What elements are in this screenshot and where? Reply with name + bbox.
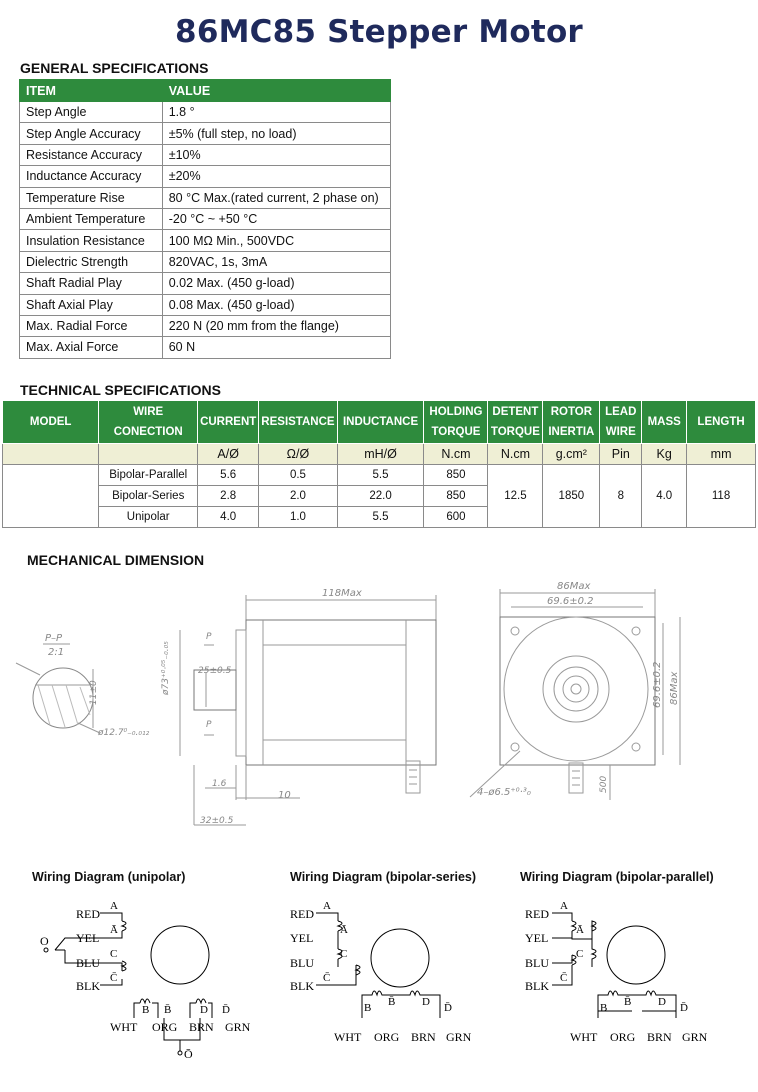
svg-text:WHT: WHT bbox=[334, 1030, 362, 1044]
wiring-diagram-bipolar-parallel bbox=[525, 900, 708, 1044]
svg-text:C: C bbox=[576, 948, 584, 960]
spec-value: 100 MΩ Min., 500VDC bbox=[162, 230, 390, 251]
general-spec-row bbox=[20, 337, 391, 358]
holding-torque: 850 bbox=[424, 465, 488, 486]
spec-item: Insulation Resistance bbox=[20, 230, 163, 251]
th-wire-connection: WIRE CONECTION bbox=[99, 401, 198, 444]
spec-item: Max. Radial Force bbox=[20, 315, 163, 336]
general-spec-row bbox=[20, 251, 391, 272]
side-view bbox=[161, 588, 436, 826]
spec-value: ±10% bbox=[162, 144, 390, 165]
mechanical-drawing bbox=[0, 575, 758, 835]
wiring-title-unipolar: Wiring Diagram (unipolar) bbox=[32, 870, 186, 884]
spec-value: 60 N bbox=[162, 337, 390, 358]
svg-text:ORG: ORG bbox=[152, 1020, 178, 1034]
th-inductance: INDUCTANCE bbox=[337, 401, 424, 444]
svg-text:D̄: D̄ bbox=[222, 1004, 230, 1016]
svg-text:118Max: 118Max bbox=[322, 588, 362, 599]
svg-text:10: 10 bbox=[278, 790, 291, 801]
th-resistance: RESISTANCE bbox=[259, 401, 337, 444]
spec-item: Dielectric Strength bbox=[20, 251, 163, 272]
length: 118 bbox=[687, 465, 756, 528]
svg-text:86Max: 86Max bbox=[669, 671, 680, 705]
spec-value: 220 N (20 mm from the flange) bbox=[162, 315, 390, 336]
spec-item: Temperature Rise bbox=[20, 187, 163, 208]
svg-text:BLU: BLU bbox=[525, 956, 549, 970]
spec-value: 0.08 Max. (450 g-load) bbox=[162, 294, 390, 315]
svg-text:B̄: B̄ bbox=[624, 996, 632, 1008]
th-rotor-inertia: ROTOR INERTIA bbox=[543, 401, 600, 444]
svg-text:BRN: BRN bbox=[189, 1020, 214, 1034]
general-spec-row bbox=[20, 102, 391, 123]
svg-text:BLU: BLU bbox=[76, 956, 100, 970]
general-spec-row bbox=[20, 208, 391, 229]
svg-text:D̄: D̄ bbox=[444, 1002, 452, 1014]
spec-value: 820VAC, 1s, 3mA bbox=[162, 251, 390, 272]
svg-text:A: A bbox=[110, 900, 118, 912]
general-spec-row bbox=[20, 315, 391, 336]
svg-text:32±0.5: 32±0.5 bbox=[200, 816, 234, 826]
spec-item: Shaft Radial Play bbox=[20, 273, 163, 294]
col-header-value: VALUE bbox=[162, 80, 390, 102]
spec-value: ±20% bbox=[162, 166, 390, 187]
svg-text:RED: RED bbox=[525, 907, 549, 921]
svg-text:RED: RED bbox=[290, 907, 314, 921]
svg-text:YEL: YEL bbox=[76, 931, 100, 945]
svg-text:BLU: BLU bbox=[290, 956, 314, 970]
resistance: 0.5 bbox=[259, 465, 337, 486]
th-model: MODEL bbox=[3, 401, 99, 444]
spec-item: Ambient Temperature bbox=[20, 208, 163, 229]
svg-text:A: A bbox=[323, 900, 331, 912]
svg-text:B: B bbox=[600, 1002, 608, 1014]
svg-text:C̄: C̄ bbox=[110, 972, 118, 984]
th-holding-torque: HOLDING TORQUE bbox=[424, 401, 488, 444]
svg-text:P–P: P–P bbox=[45, 633, 63, 644]
svg-text:GRN: GRN bbox=[225, 1020, 251, 1034]
svg-text:69.6±0.2: 69.6±0.2 bbox=[652, 661, 663, 708]
svg-text:69.6±0.2: 69.6±0.2 bbox=[547, 596, 594, 607]
spec-item: Step Angle bbox=[20, 102, 163, 123]
spec-item: Max. Axial Force bbox=[20, 337, 163, 358]
general-spec-row bbox=[20, 123, 391, 144]
svg-text:86Max: 86Max bbox=[557, 581, 591, 592]
spec-value: 1.8 ° bbox=[162, 102, 390, 123]
svg-text:ORG: ORG bbox=[610, 1030, 636, 1044]
general-specs-heading: GENERAL SPECIFICATIONS bbox=[20, 60, 209, 76]
svg-text:A: A bbox=[560, 900, 568, 912]
spec-value: 0.02 Max. (450 g-load) bbox=[162, 273, 390, 294]
svg-text:P: P bbox=[206, 720, 212, 730]
svg-text:D: D bbox=[200, 1004, 208, 1016]
wiring-diagram-bipolar-series bbox=[290, 900, 472, 1044]
svg-text:BLK: BLK bbox=[525, 979, 549, 993]
general-spec-row bbox=[20, 273, 391, 294]
general-spec-row bbox=[20, 144, 391, 165]
svg-text:B: B bbox=[142, 1004, 150, 1016]
inductance: 5.5 bbox=[337, 507, 424, 528]
technical-specs-heading: TECHNICAL SPECIFICATIONS bbox=[20, 382, 221, 398]
unit-resistance: Ω/Ø bbox=[259, 444, 337, 465]
col-header-item: ITEM bbox=[20, 80, 163, 102]
svg-text:B̄: B̄ bbox=[388, 996, 396, 1008]
general-spec-row bbox=[20, 294, 391, 315]
svg-text:WHT: WHT bbox=[110, 1020, 138, 1034]
svg-text:RED: RED bbox=[76, 907, 100, 921]
wiring-title-bipolar-series: Wiring Diagram (bipolar-series) bbox=[290, 870, 477, 884]
svg-text:BRN: BRN bbox=[411, 1030, 436, 1044]
svg-text:500: 500 bbox=[599, 775, 609, 793]
resistance: 2.0 bbox=[259, 486, 337, 507]
spec-value: 80 °C Max.(rated current, 2 phase on) bbox=[162, 187, 390, 208]
th-detent-torque: DETENT TORQUE bbox=[488, 401, 543, 444]
holding-torque: 850 bbox=[424, 486, 488, 507]
general-spec-row bbox=[20, 166, 391, 187]
svg-text:D̄: D̄ bbox=[680, 1002, 688, 1014]
th-length: LENGTH bbox=[687, 401, 756, 444]
mechanical-heading: MECHANICAL DIMENSION bbox=[27, 552, 205, 568]
svg-text:P: P bbox=[206, 632, 212, 642]
unit-current: A/Ø bbox=[198, 444, 259, 465]
svg-text:BLK: BLK bbox=[290, 979, 314, 993]
svg-text:1.6: 1.6 bbox=[212, 779, 227, 789]
page-title: 86MC85 Stepper Motor bbox=[175, 14, 583, 50]
svg-text:2:1: 2:1 bbox=[48, 647, 65, 658]
general-spec-row bbox=[20, 187, 391, 208]
model-cell bbox=[3, 465, 99, 528]
unit-inductance: mH/Ø bbox=[337, 444, 424, 465]
svg-text:GRN: GRN bbox=[446, 1030, 472, 1044]
rotor-inertia: 1850 bbox=[543, 465, 600, 528]
svg-text:ORG: ORG bbox=[374, 1030, 400, 1044]
svg-text:C̄: C̄ bbox=[560, 972, 568, 984]
current: 5.6 bbox=[198, 465, 259, 486]
svg-text:BLK: BLK bbox=[76, 979, 100, 993]
spec-item: Resistance Accuracy bbox=[20, 144, 163, 165]
technical-specs-table bbox=[2, 400, 756, 528]
front-view bbox=[470, 581, 680, 800]
holding-torque: 600 bbox=[424, 507, 488, 528]
svg-text:4–ø6.5⁺⁰·³₀: 4–ø6.5⁺⁰·³₀ bbox=[477, 787, 531, 798]
unit-length: mm bbox=[687, 444, 756, 465]
spec-value: -20 °C ~ +50 °C bbox=[162, 208, 390, 229]
svg-text:O: O bbox=[40, 934, 49, 948]
svg-text:C: C bbox=[340, 948, 348, 960]
svg-text:C: C bbox=[110, 948, 118, 960]
wiring-diagrams bbox=[0, 895, 758, 1070]
spec-item: Step Angle Accuracy bbox=[20, 123, 163, 144]
inductance: 5.5 bbox=[337, 465, 424, 486]
wire-connection: Bipolar-Series bbox=[99, 486, 198, 507]
unit-detent: N.cm bbox=[488, 444, 543, 465]
shaft-section-view bbox=[16, 633, 150, 738]
svg-text:WHT: WHT bbox=[570, 1030, 598, 1044]
current: 4.0 bbox=[198, 507, 259, 528]
detent-torque: 12.5 bbox=[488, 465, 543, 528]
svg-text:Ā: Ā bbox=[110, 924, 118, 936]
svg-text:D: D bbox=[422, 996, 430, 1008]
svg-text:ø73⁺⁰·⁰⁵₋₀.₀₅: ø73⁺⁰·⁰⁵₋₀.₀₅ bbox=[161, 641, 171, 695]
wiring-diagram-unipolar bbox=[40, 900, 251, 1061]
spec-value: ±5% (full step, no load) bbox=[162, 123, 390, 144]
spec-item: Shaft Axial Play bbox=[20, 294, 163, 315]
svg-text:Ā: Ā bbox=[340, 924, 348, 936]
mass: 4.0 bbox=[642, 465, 687, 528]
svg-text:BRN: BRN bbox=[647, 1030, 672, 1044]
wire-connection: Bipolar-Parallel bbox=[99, 465, 198, 486]
svg-text:B: B bbox=[364, 1002, 372, 1014]
wiring-title-bipolar-parallel: Wiring Diagram (bipolar-parallel) bbox=[520, 870, 714, 884]
svg-text:11±0: 11±0 bbox=[89, 680, 99, 705]
resistance: 1.0 bbox=[259, 507, 337, 528]
unit-inertia: g.cm² bbox=[543, 444, 600, 465]
svg-text:D: D bbox=[658, 996, 666, 1008]
svg-text:ø12.7⁰₋₀.₀₁₂: ø12.7⁰₋₀.₀₁₂ bbox=[98, 728, 150, 738]
th-current: CURRENT bbox=[198, 401, 259, 444]
svg-text:C̄: C̄ bbox=[323, 972, 331, 984]
svg-text:YEL: YEL bbox=[290, 931, 314, 945]
svg-text:YEL: YEL bbox=[525, 931, 549, 945]
unit-mass: Kg bbox=[642, 444, 687, 465]
wire-connection: Unipolar bbox=[99, 507, 198, 528]
svg-text:Ō: Ō bbox=[184, 1047, 193, 1061]
inductance: 22.0 bbox=[337, 486, 424, 507]
th-mass: MASS bbox=[642, 401, 687, 444]
spec-item: Inductance Accuracy bbox=[20, 166, 163, 187]
current: 2.8 bbox=[198, 486, 259, 507]
svg-text:Ā: Ā bbox=[576, 924, 584, 936]
unit-holding: N.cm bbox=[424, 444, 488, 465]
svg-text:25±0.5: 25±0.5 bbox=[198, 666, 232, 676]
general-spec-row bbox=[20, 230, 391, 251]
svg-text:B̄: B̄ bbox=[164, 1004, 172, 1016]
th-lead-wire: LEAD WIRE bbox=[600, 401, 642, 444]
lead-wire: 8 bbox=[600, 465, 642, 528]
unit-lead: Pin bbox=[600, 444, 642, 465]
general-specs-table bbox=[19, 79, 391, 359]
svg-text:GRN: GRN bbox=[682, 1030, 708, 1044]
